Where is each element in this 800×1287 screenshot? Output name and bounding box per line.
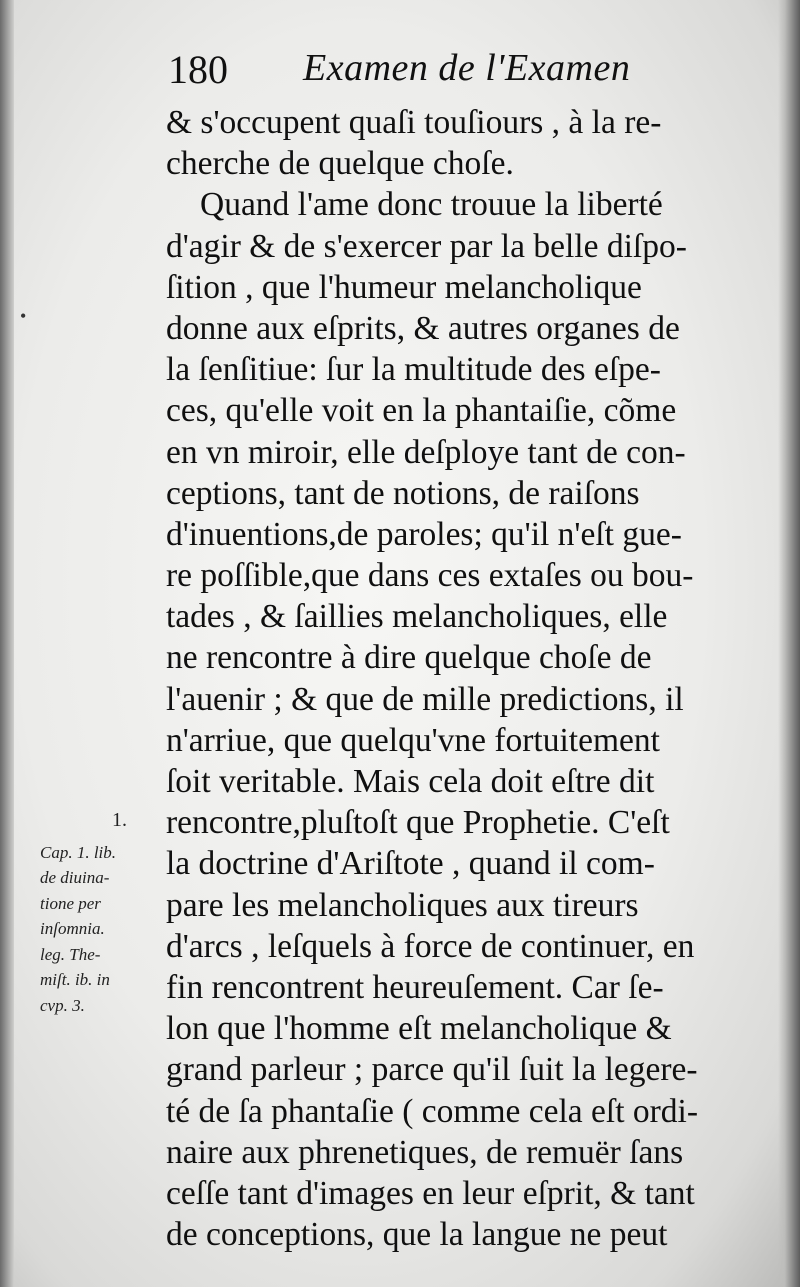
margin-note-line: tione per: [40, 893, 101, 913]
text-line: re poſſible,que dans ces extaſes ou bou-: [166, 557, 694, 595]
text-line: en vn miroir, elle deſploye tant de con-: [166, 433, 686, 471]
text-line: cherche de quelque choſe.: [166, 145, 514, 183]
text-line: la doctrine d'Ariſtote , quand il com-: [166, 845, 655, 883]
margin-note-line: inſomnia.: [40, 919, 105, 938]
text-line: d'inuentions,de paroles; qu'il n'eſt gue-: [166, 515, 682, 553]
text-line: fin rencontrent heureuſement. Car ſe-: [166, 968, 664, 1006]
text-line: pare les melancholiques aux tireurs: [166, 886, 639, 924]
text-line: n'arriue, que quelqu'vne fortuitement: [166, 721, 660, 759]
running-title: Examen de l'Examen: [303, 47, 631, 89]
text-line: donne aux eſprits, & autres organes de: [166, 309, 680, 347]
text-line: ſoit veritable. Mais cela doit eſtre dit: [166, 763, 655, 800]
text-line: lon que l'homme eſt melancholique &: [166, 1010, 672, 1048]
text-line: d'agir & de s'exercer par la belle diſpo-: [166, 227, 687, 265]
stray-mark-icon: •: [20, 306, 27, 326]
margin-note-line: cvp. 3.: [40, 995, 85, 1015]
text-line: & s'occupent quaſi touſiours , à la re-: [166, 104, 662, 141]
text-line: grand parleur ; parce qu'il ſuit la legere-: [166, 1051, 698, 1089]
margin-note: [40, 808, 155, 1018]
text-line: ceptions, tant de notions, de raiſons: [166, 474, 640, 512]
page-number: 180: [168, 47, 228, 92]
text-line: rencontre,pluſtoſt que Prophetie. C'eſt: [166, 804, 670, 842]
margin-note-number: 1.: [112, 809, 127, 831]
body-text: [166, 102, 732, 1255]
margin-note-line: Cap. 1. lib.: [40, 842, 117, 862]
text-line: ne rencontre à dire quelque choſe de: [166, 639, 652, 677]
margin-note-line: miſt. ib. in: [40, 970, 110, 989]
text-line: l'auenir ; & que de mille predictions, il: [166, 680, 684, 718]
text-line: de conceptions, que la langue ne peut: [166, 1216, 668, 1254]
text-line: tades , & ſaillies melancholiques, elle: [166, 598, 668, 636]
text-line: naire aux phrenetiques, de remuër ſans: [166, 1133, 684, 1171]
text-line: la ſenſitiue: ſur la multitude des eſpe-: [166, 351, 661, 389]
page-header: [168, 38, 648, 98]
text-line: té de ſa phantaſie ( comme cela eſt ordi-: [166, 1092, 699, 1130]
page-edge-right: [778, 0, 800, 1287]
text-line: d'arcs , leſquels à force de continuer, en: [166, 927, 695, 965]
text-line: ceſſe tant d'images en leur eſprit, & tant: [166, 1174, 695, 1212]
margin-note-line: de diuina-: [40, 868, 110, 887]
text-line: ſition , que l'humeur melancholique: [166, 268, 642, 306]
margin-note-line: leg. The-: [40, 944, 101, 964]
text-line: Quand l'ame donc trouue la liberté: [200, 186, 663, 224]
page-edge-left: [0, 0, 14, 1287]
text-line: ces, qu'elle voit en la phantaiſie, cõme: [166, 392, 677, 430]
